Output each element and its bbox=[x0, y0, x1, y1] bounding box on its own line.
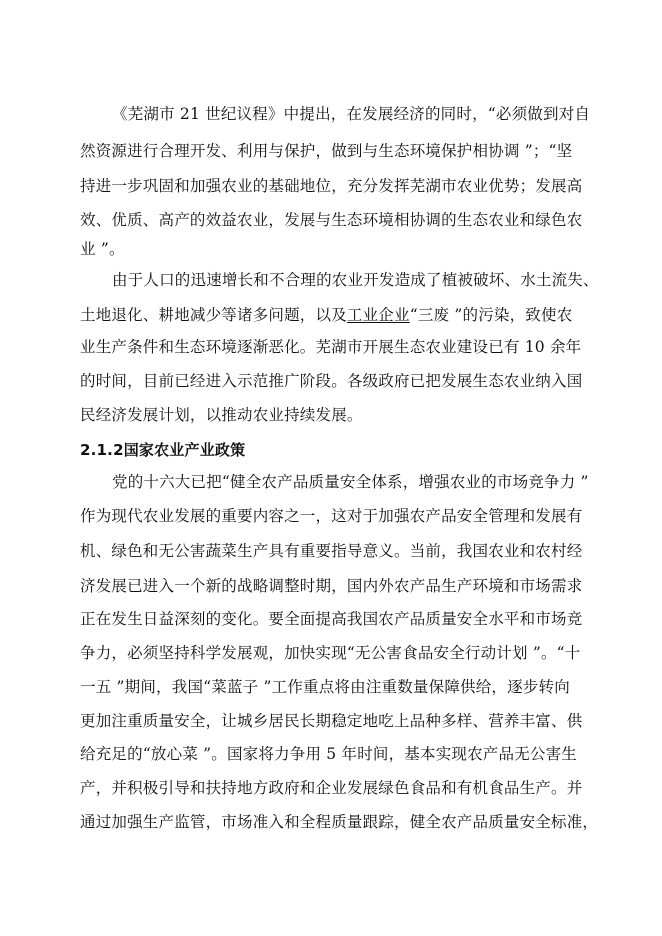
paragraph-3-line-8: 更加注重质量安全，让城乡居民长期稳定地吃上品种多样、营养丰富、供 bbox=[80, 712, 583, 730]
paragraph-1-line-2: 然资源进行合理开发、利用与保护，做到与生态环境保护相协调 ”；“坚 bbox=[80, 142, 573, 160]
paragraph-1-line-5: 业 ”。 bbox=[80, 240, 125, 258]
paragraph-2-line-4: 的时间，目前已经进入示范推广阶段。各级政府已把发展生态农业纳入国 bbox=[80, 372, 583, 390]
paragraph-3-line-3: 机、绿色和无公害蔬菜生产具有重要指导意义。当前，我国农业和农村经 bbox=[80, 542, 583, 560]
paragraph-3-line-2: 作为现代农业发展的重要内容之一，这对于加强农产品安全管理和发展有 bbox=[80, 507, 583, 525]
paragraph-3-line-10: 产，并积极引导和扶持地方政府和企业发展绿色食品和有机食品生产。并 bbox=[80, 779, 583, 797]
paragraph-2-line-1: 由于人口的迅速增长和不合理的农业开发造成了植被破坏、水土流失、 bbox=[112, 271, 599, 289]
paragraph-1-line-3: 持进一步巩固和加强农业的基础地位，充分发挥芜湖市农业优势；发展高 bbox=[80, 177, 583, 195]
paragraph-3-line-5: 正在发生日益深刻的变化。要全面提高我国农产品质量安全水平和市场竞 bbox=[80, 610, 583, 628]
paragraph-3-line-1: 党的十六大已把“健全农产品质量安全体系，增强农业的市场竞争力 ” bbox=[112, 473, 589, 491]
paragraph-2-line-5: 民经济发展计划，以推动农业持续发展。 bbox=[80, 406, 363, 424]
section-heading: 2.1.2国家农业产业政策 bbox=[80, 441, 246, 459]
paragraph-3-line-6: 争力，必须坚持科学发展观，加快实现“无公害食品安全行动计划 ”。“十 bbox=[80, 644, 581, 662]
paragraph-2-text-after: “三废 ”的污染，致使农 bbox=[409, 306, 573, 324]
paragraph-3-line-7: 一五 ”期间，我国“菜蓝子 ”工作重点将由注重数量保障供给，逐步转向 bbox=[80, 678, 570, 696]
paragraph-2-text-before: 土地退化、耕地减少等诸多问题，以及 bbox=[80, 306, 347, 324]
paragraph-3-line-9: 给充足的“放心菜 ”。国家将力争用 5 年时间，基本实现农产品无公害生 bbox=[80, 745, 577, 763]
underlined-term: 工业企业 bbox=[346, 306, 410, 324]
paragraph-3-line-4: 济发展已进入一个新的战略调整时期，国内外农产品生产环境和市场需求 bbox=[80, 577, 583, 595]
paragraph-2-line-3: 业生产条件和生态环境逐渐恶化。芜湖市开展生态农业建设已有 10 余年 bbox=[80, 338, 582, 356]
paragraph-3-line-11: 通过加强生产监管，市场准入和全程质量跟踪，健全农产品质量安全标准， bbox=[80, 813, 599, 831]
paragraph-1-line-1: 《芜湖市 21 世纪议程》中提出，在发展经济的同时，“必须做到对自 bbox=[112, 105, 591, 123]
paragraph-1-line-4: 效、优质、高产的效益农业，发展与生态环境相协调的生态农业和绿色农 bbox=[80, 211, 583, 229]
paragraph-2-line-2 bbox=[80, 305, 572, 325]
